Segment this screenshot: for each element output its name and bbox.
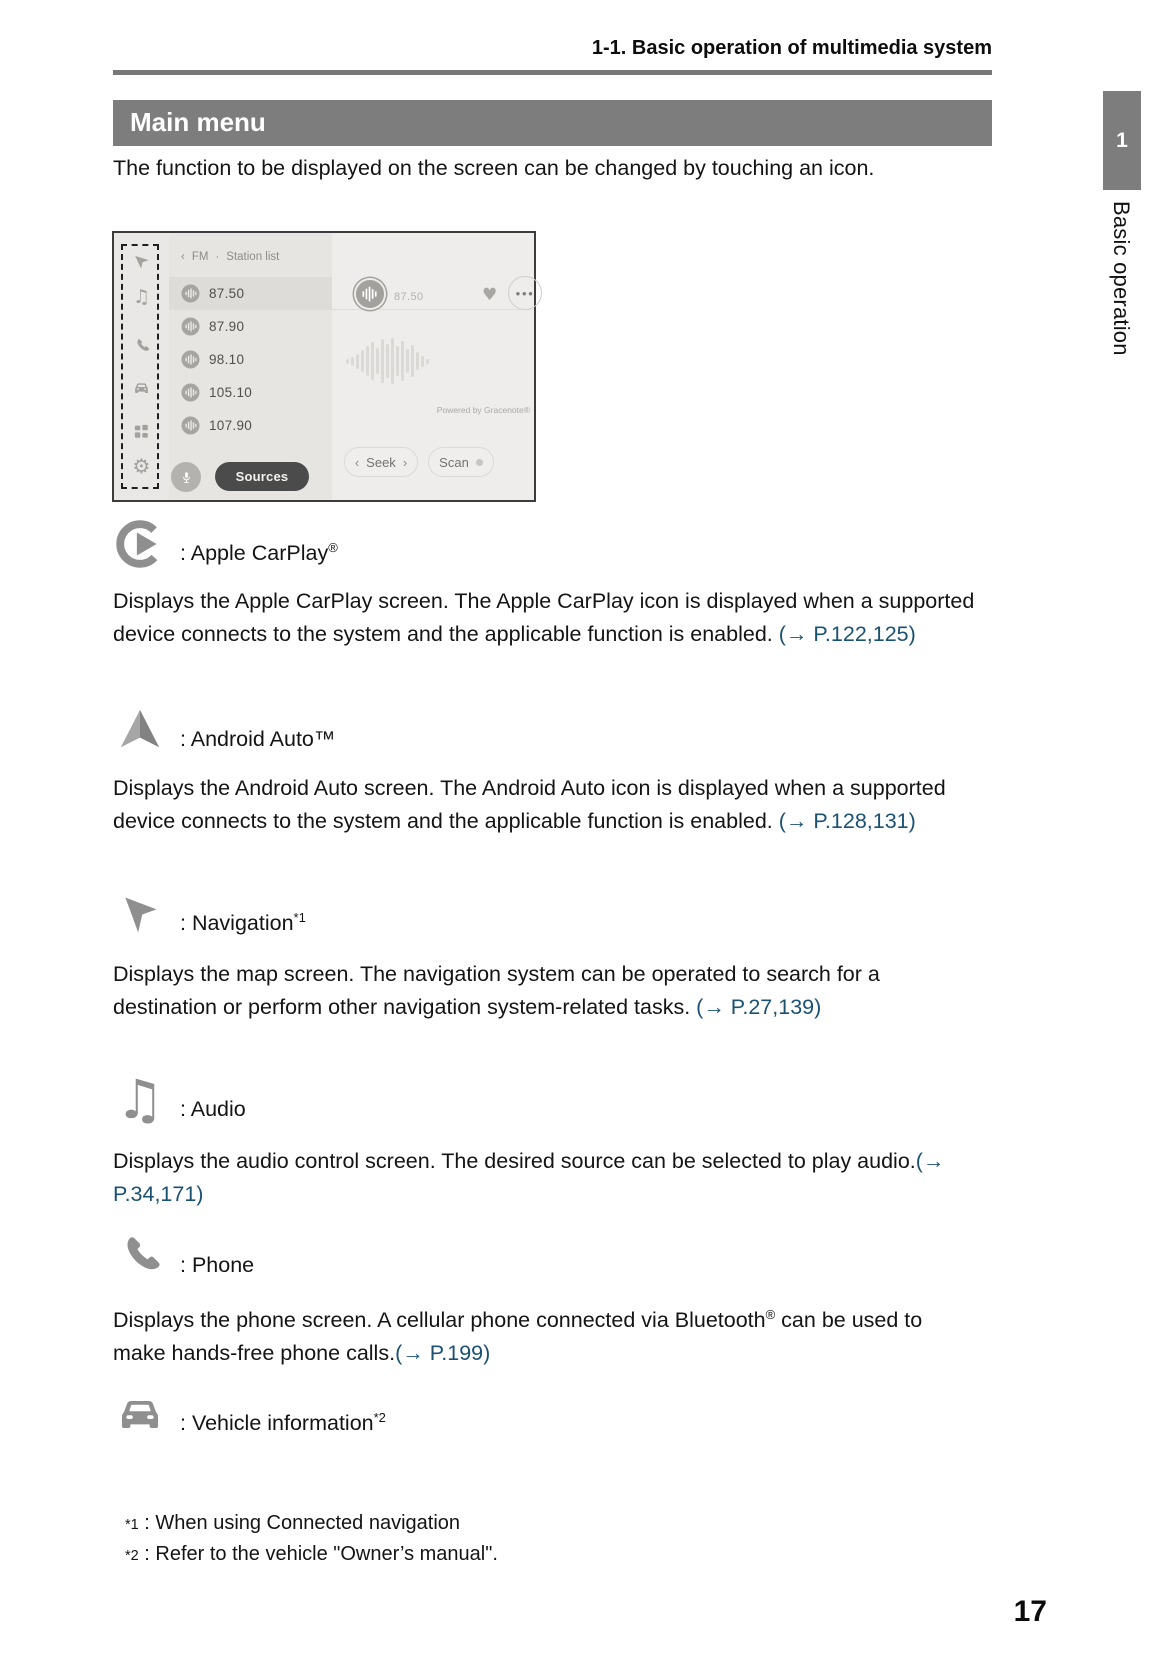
radio-wave-icon xyxy=(181,416,200,435)
station-frequency: 87.90 xyxy=(209,319,245,334)
radio-wave-icon xyxy=(181,284,200,303)
audio-icon: ♫ xyxy=(115,1068,165,1131)
radio-wave-icon xyxy=(181,383,200,402)
vehicle-icon[interactable] xyxy=(114,379,169,397)
page-reference-link[interactable]: (→ P.122,125) xyxy=(778,622,916,646)
multimedia-screenshot xyxy=(112,231,536,502)
station-frequency: 105.10 xyxy=(209,385,253,400)
header-rule xyxy=(113,70,992,75)
navigation-description: Displays the map screen. The navigation system can be operated to search for a destination or perform other navigation system-related tasks. (→ P.27,139) xyxy=(113,962,880,1019)
seek-back-chevron-icon: ‹ xyxy=(354,454,360,470)
item-label: : Phone xyxy=(180,1253,255,1277)
vehicle-info-item xyxy=(114,1388,386,1440)
station-logo-icon xyxy=(356,280,384,308)
settings-gear-icon[interactable]: ⚙ xyxy=(132,454,151,478)
now-playing-frequency: 87.50 xyxy=(394,291,424,303)
chapter-tab xyxy=(1103,91,1141,190)
station-list-panel xyxy=(169,233,332,500)
page-number: 17 xyxy=(1013,1595,1047,1628)
android-auto-description: Displays the Android Auto screen. The Android Auto icon is displayed when a supported device connects to the system and the applicable function is enabled. (→ P.128,131) xyxy=(113,776,946,833)
more-options-button[interactable]: ●●● xyxy=(508,276,542,310)
page-reference-link[interactable]: (→ P.27,139) xyxy=(696,995,822,1019)
running-header: 1-1. Basic operation of multimedia system xyxy=(591,37,992,59)
phone-icon xyxy=(114,1230,166,1282)
apple-carplay-icon xyxy=(114,518,166,570)
station-row[interactable] xyxy=(169,409,332,442)
station-list-header xyxy=(181,251,279,263)
page-reference-link[interactable]: (→ P.34,171) xyxy=(113,1149,945,1206)
station-row[interactable] xyxy=(169,376,332,409)
station-row[interactable] xyxy=(169,310,332,343)
now-playing-header xyxy=(332,233,534,310)
android-auto-icon xyxy=(114,704,166,756)
apps-grid-icon[interactable] xyxy=(114,423,169,441)
footnote-2: *2 : Refer to the vehicle "Owner’s manual". xyxy=(125,1543,498,1565)
station-rows xyxy=(169,277,332,442)
phone-icon[interactable] xyxy=(114,337,169,355)
android-auto-item xyxy=(114,704,335,756)
navigation-item xyxy=(114,888,306,940)
station-list-title: Station list xyxy=(226,251,280,263)
station-frequency: 98.10 xyxy=(209,352,245,367)
phone-item xyxy=(114,1230,254,1282)
audio-description: Displays the audio control screen. The desired source can be selected to play audio.(→ P.34,171) xyxy=(113,1149,945,1206)
carplay-item xyxy=(114,518,338,570)
footnotes xyxy=(125,1512,498,1574)
page-reference-link[interactable]: (→ P.199) xyxy=(395,1341,491,1366)
favorite-heart-icon[interactable]: ♥ xyxy=(482,285,498,305)
vehicle-info-icon xyxy=(114,1388,166,1440)
phone-description: Displays the phone screen. A cellular phone connected via Bluetooth® can be used to make hands-free phone calls.(→ P.199) xyxy=(113,1307,923,1366)
station-frequency: 87.50 xyxy=(209,286,245,301)
item-label: : Audio xyxy=(180,1097,246,1121)
footnote-1: *1 : When using Connected navigation xyxy=(125,1512,461,1534)
device-sidebar xyxy=(114,233,169,500)
station-frequency: 107.90 xyxy=(209,418,253,433)
voice-mic-button[interactable] xyxy=(171,462,201,492)
item-label: : Vehicle information$^{*2}$ xyxy=(180,1409,386,1435)
seek-forward-chevron-icon: › xyxy=(402,454,408,470)
source-label[interactable]: FM xyxy=(191,251,209,263)
radio-wave-icon xyxy=(181,350,200,369)
sources-button[interactable]: Sources xyxy=(215,462,309,491)
item-label: : Android Auto™ xyxy=(180,727,336,751)
chapter-number: 1 xyxy=(1116,128,1128,152)
station-row[interactable] xyxy=(169,343,332,376)
section-title-banner: Main menu xyxy=(113,100,992,146)
item-label: : Apple CarPlay® xyxy=(180,539,338,565)
back-chevron-icon[interactable]: ‹ xyxy=(181,251,185,263)
item-label: : Navigation$^{*1}$ xyxy=(180,909,306,935)
seek-button[interactable]: ‹ Seek › xyxy=(344,447,418,477)
chapter-label: Basic operation xyxy=(1109,201,1134,356)
audio-item xyxy=(114,1068,246,1131)
separator-dot: · xyxy=(215,251,220,263)
main-menu-highlight-box xyxy=(121,244,159,489)
navigation-icon[interactable] xyxy=(114,253,169,271)
music-note-icon[interactable]: ♫ xyxy=(132,286,151,308)
list-bottom-bar xyxy=(169,462,332,492)
carplay-description: Displays the Apple CarPlay screen. The Apple CarPlay icon is displayed when a supported device connects to the system and the applicable function is enabled. (→ P.122,125) xyxy=(113,589,975,646)
audio-waveform xyxy=(346,333,426,389)
now-playing-panel xyxy=(332,233,534,500)
powered-by-text: Powered by Gracenote® xyxy=(436,405,530,415)
intro-text: The function to be displayed on the screen can be changed by touching an icon. xyxy=(113,156,875,180)
navigation-icon xyxy=(114,888,166,940)
page-reference-link[interactable]: (→ P.128,131) xyxy=(778,809,916,833)
scan-button[interactable]: Scan xyxy=(428,447,494,477)
station-row[interactable] xyxy=(169,277,332,310)
scan-dot-icon xyxy=(476,459,483,466)
radio-wave-icon xyxy=(181,317,200,336)
